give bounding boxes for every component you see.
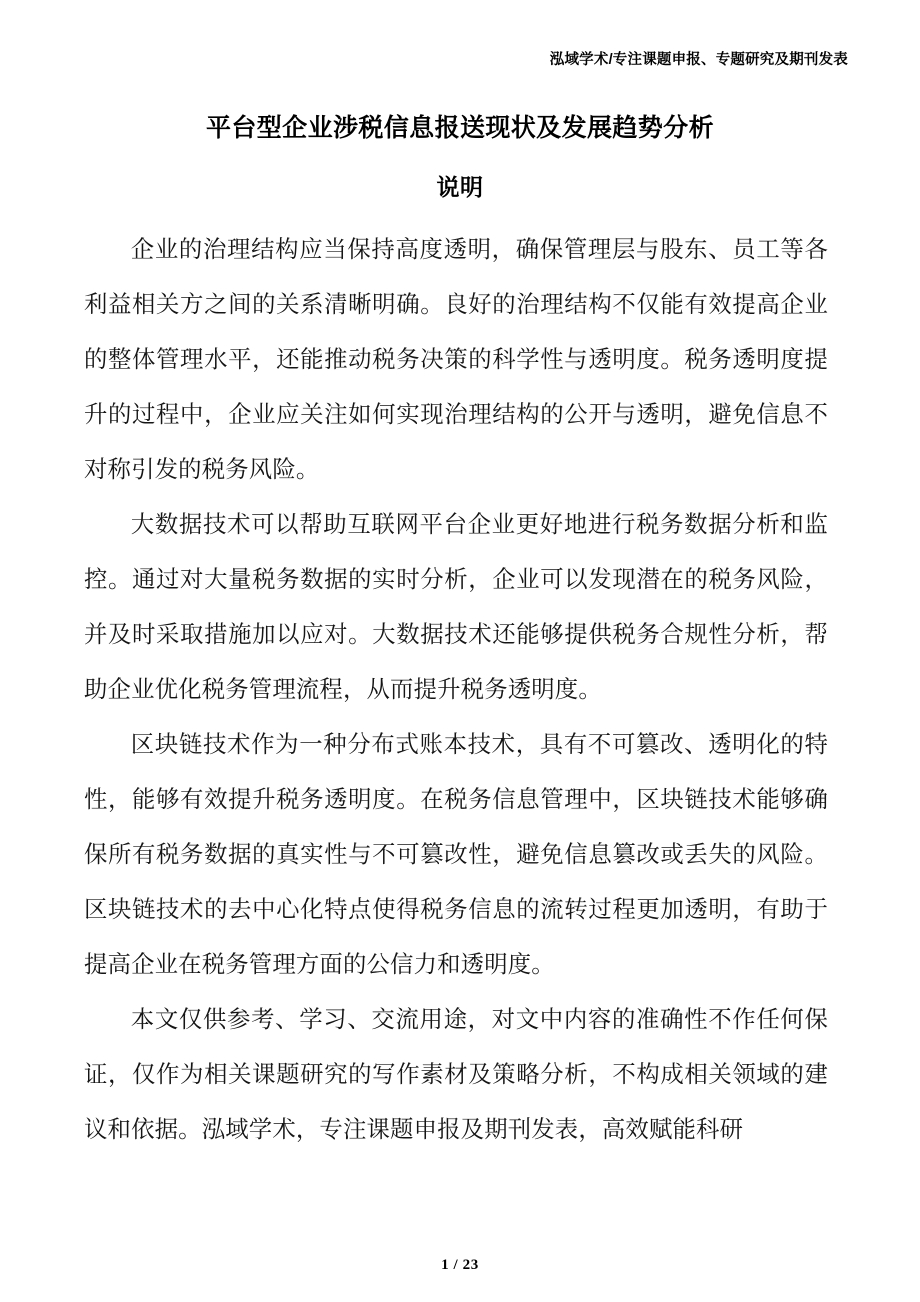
body-paragraph: 区块链技术作为一种分布式账本技术，具有不可篡改、透明化的特性，能够有效提升税务透明度。在税务信息管理中，区块链技术能够确保所有税务数据的真实性与不可篡改性，避免信息篡改或丢失的风险。区块链技术的去中心化特点使得税务信息的流转过程更加透明，有助于提高企业在税务管理方面的公信力和透明度。 [84,730,828,978]
body-paragraph: 大数据技术可以帮助互联网平台企业更好地进行税务数据分析和监控。通过对大量税务数据的实时分析，企业可以发现潜在的税务风险，并及时采取措施加以应对。大数据技术还能够提供税务合规性分析，帮助企业优化税务管理流程，从而提升税务透明度。 [84,510,828,703]
title-block [72,112,848,203]
body-paragraph: 企业的治理结构应当保持高度透明，确保管理层与股东、员工等各利益相关方之间的关系清晰明确。良好的治理结构不仅能有效提高企业的整体管理水平，还能推动税务决策的科学性与透明度。税务透明度提升的过程中，企业应关注如何实现治理结构的公开与透明，避免信息不对称引发的税务风险。 [84,235,828,483]
running-header: 泓域学术/专注课题申报、专题研究及期刊发表 [549,52,848,68]
document-body [84,222,828,1157]
section-subtitle: 说明 [436,173,484,200]
body-paragraph: 本文仅供参考、学习、交流用途，对文中内容的准确性不作任何保证，仅作为相关课题研究的写作素材及策略分析，不构成相关领域的建议和依据。泓域学术，专注课题申报及期刊发表，高效赋能科研 [84,1005,828,1143]
page-number-footer: 1 / 23 [441,1257,479,1273]
page-title: 平台型企业涉税信息报送现状及发展趋势分析 [205,114,714,142]
